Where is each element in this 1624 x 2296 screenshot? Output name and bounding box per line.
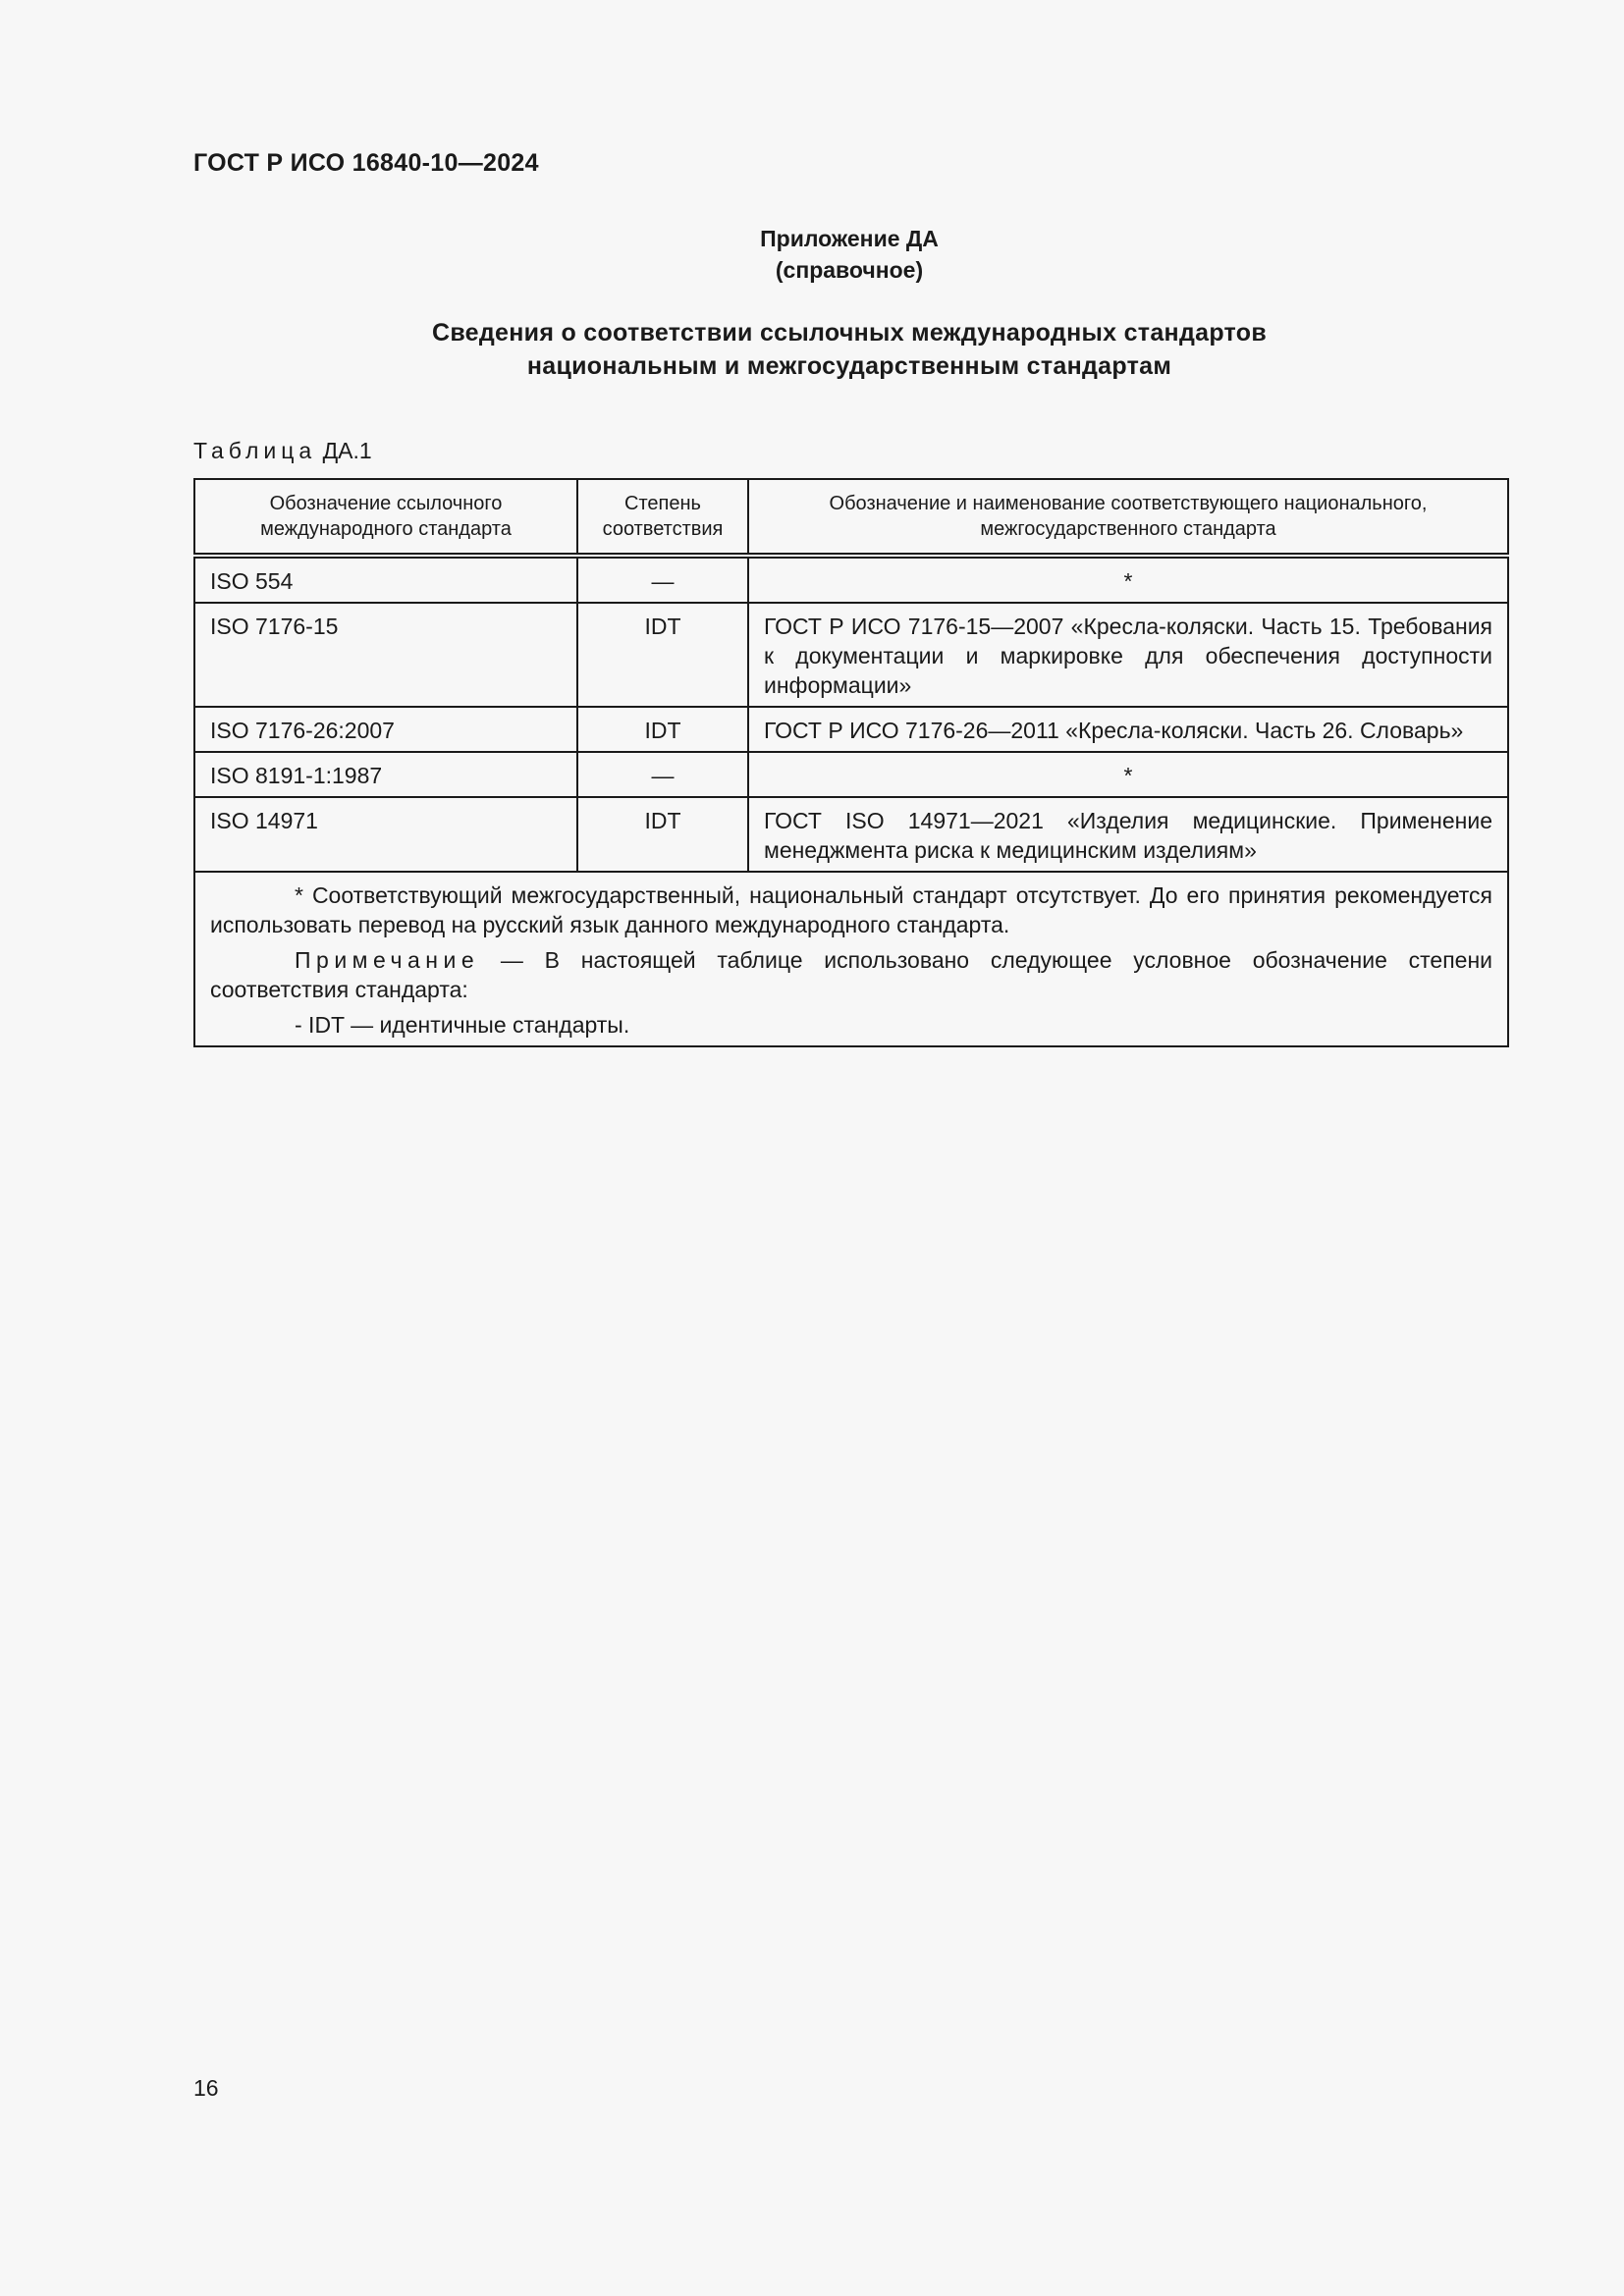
- note-label: Примечание: [295, 947, 480, 973]
- reference-standards-table: [193, 478, 1509, 1047]
- cell-national: ГОСТ ISO 14971—2021 «Изделия медицинские. Применение менеджмента риска к медицинским изделиям»: [748, 797, 1508, 872]
- table-notes-row: [194, 872, 1508, 1046]
- annex-status: (справочное): [775, 257, 924, 283]
- cell-standard: ISO 554: [194, 556, 577, 603]
- cell-degree: IDT: [577, 707, 748, 752]
- cell-standard: ISO 8191-1:1987: [194, 752, 577, 797]
- cell-standard: ISO 14971: [194, 797, 577, 872]
- table-row: [194, 603, 1508, 707]
- cell-degree: IDT: [577, 797, 748, 872]
- column-header-standard: Обозначение ссылочного международного стандарта: [194, 479, 577, 556]
- cell-degree: IDT: [577, 603, 748, 707]
- table-row: [194, 797, 1508, 872]
- column-header-national: Обозначение и наименование соответствующего национального, межгосударственного стандарта: [748, 479, 1508, 556]
- cell-standard: ISO 7176-26:2007: [194, 707, 577, 752]
- document-code: ГОСТ Р ИСО 16840-10—2024: [193, 149, 539, 177]
- cell-national: ГОСТ Р ИСО 7176-26—2011 «Кресла-коляски. Часть 26. Словарь»: [748, 707, 1508, 752]
- footnote: * Соответствующий межгосударственный, национальный стандарт отсутствует. До его принятия рекомендуется использовать перевод на русский язык данного международного стандарта.: [210, 882, 1492, 937]
- annex-heading: [334, 316, 1365, 383]
- column-header-degree: Степень соответствия: [577, 479, 748, 556]
- cell-standard: ISO 7176-15: [194, 603, 577, 707]
- note-text: — В настоящей таблице использовано следующее условное обозначение степени соответствия стандарта:: [210, 947, 1492, 1002]
- annex-heading-line-2: национальным и межгосударственным стандартам: [526, 352, 1172, 380]
- cell-national: *: [748, 556, 1508, 603]
- annex-title: Приложение ДА: [760, 226, 939, 251]
- page-number: 16: [193, 2075, 219, 2101]
- table-row: [194, 707, 1508, 752]
- table-notes: [194, 872, 1508, 1046]
- note: [210, 945, 1492, 1004]
- table-caption-number: ДА.1: [322, 438, 372, 463]
- cell-national: ГОСТ Р ИСО 7176-15—2007 «Кресла-коляски. Часть 15. Требования к документации и маркировке для обеспечения доступности информации»: [748, 603, 1508, 707]
- table-caption-word: Таблица: [193, 438, 317, 463]
- note-list-item: - IDT — идентичные стандарты.: [295, 1012, 630, 1038]
- annex-heading-line-1: Сведения о соответствии ссылочных международных стандартов: [431, 319, 1268, 347]
- table-header-row: [194, 479, 1508, 556]
- table-row: [194, 752, 1508, 797]
- cell-degree: —: [577, 752, 748, 797]
- cell-degree: —: [577, 556, 748, 603]
- table-row: [194, 556, 1508, 603]
- cell-national: *: [748, 752, 1508, 797]
- table-caption: [193, 438, 372, 464]
